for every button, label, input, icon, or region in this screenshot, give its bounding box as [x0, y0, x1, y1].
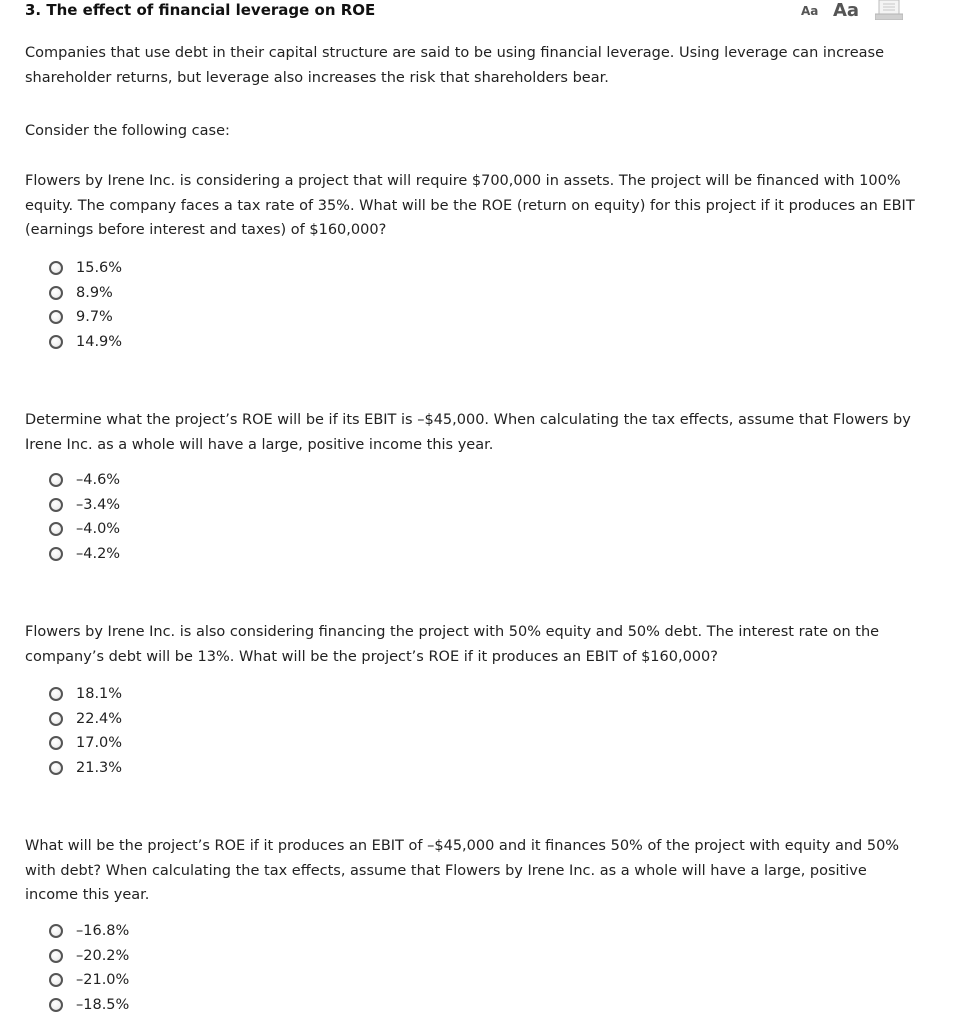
intro-paragraph: Companies that use debt in their capital structure are said to be using financial leverage. Using leverage can increase shareholder returns, but leverage also increases the risk that shareholders bear.: [25, 45, 884, 86]
question-3-text: Flowers by Irene Inc. is also considering financing the project with 50% equity and 50% debt. The interest rate on the company’s debt will be 13%. What will be the project’s ROE if it produces an EBIT of $160,000?: [25, 624, 880, 665]
option-label: 15.6%: [76, 260, 123, 277]
radio-button[interactable]: [49, 736, 63, 750]
option-label: –18.5%: [76, 996, 130, 1013]
question-4-option-a[interactable]: [49, 919, 129, 944]
option-label: 17.0%: [76, 735, 123, 752]
question-1-text: Flowers by Irene Inc. is considering a project that will require $700,000 in assets. The project will be financed with 100% equity. The company faces a tax rate of 35%. What will be the ROE (return on equity) for this project if it produces an EBIT (earnings before interest and taxes) of $160,000?: [25, 173, 915, 238]
option-label: 8.9%: [76, 284, 113, 301]
option-label: –4.6%: [76, 472, 121, 489]
question-3-option-b[interactable]: [49, 707, 122, 732]
question-4-option-d[interactable]: [49, 993, 129, 1018]
radio-button[interactable]: [49, 522, 63, 536]
question-2-option-d[interactable]: [49, 542, 120, 567]
radio-button[interactable]: [49, 473, 63, 487]
radio-button[interactable]: [49, 761, 63, 775]
question-2-option-c[interactable]: [49, 517, 120, 542]
radio-button[interactable]: [49, 310, 63, 324]
radio-button[interactable]: [49, 949, 63, 963]
page-header: [0, 0, 977, 24]
radio-button[interactable]: [49, 924, 63, 938]
question-4-options: [49, 919, 129, 1017]
question-3-option-c[interactable]: [49, 731, 122, 756]
question-4-option-b[interactable]: [49, 944, 129, 969]
option-label: –16.8%: [76, 923, 130, 940]
question-2-option-b[interactable]: [49, 493, 120, 518]
option-label: –20.2%: [76, 947, 130, 964]
radio-button[interactable]: [49, 261, 63, 275]
radio-button[interactable]: [49, 998, 63, 1012]
consider-case-text: Consider the following case:: [25, 123, 230, 139]
radio-button[interactable]: [49, 547, 63, 561]
option-label: 9.7%: [76, 309, 113, 326]
option-label: 18.1%: [76, 686, 123, 703]
printer-icon[interactable]: [875, 0, 903, 20]
question-1-options: [49, 256, 122, 354]
question-1-option-b[interactable]: [49, 281, 122, 306]
question-3-options: [49, 682, 122, 780]
question-2-text: Determine what the project’s ROE will be if its EBIT is –$45,000. When calculating the tax effects, assume that Flowers by Irene Inc. as a whole will have a large, positive income this year.: [25, 412, 911, 453]
question-3-option-a[interactable]: [49, 682, 122, 707]
option-label: –4.0%: [76, 521, 121, 538]
question-3-option-d[interactable]: [49, 756, 122, 781]
option-label: –21.0%: [76, 972, 130, 989]
option-label: 14.9%: [76, 333, 123, 350]
radio-button[interactable]: [49, 687, 63, 701]
question-1-option-a[interactable]: [49, 256, 122, 281]
question-2-option-a[interactable]: [49, 468, 120, 493]
decrease-font-size-button[interactable]: Aa: [801, 4, 819, 18]
question-1-option-c[interactable]: [49, 305, 122, 330]
radio-button[interactable]: [49, 973, 63, 987]
radio-button[interactable]: [49, 712, 63, 726]
question-2-options: [49, 468, 120, 566]
radio-button[interactable]: [49, 286, 63, 300]
question-4-option-c[interactable]: [49, 968, 129, 993]
question-4-text: What will be the project’s ROE if it produces an EBIT of –$45,000 and it finances 50% of the project with equity and 50% with debt? When calculating the tax effects, assume that Flowers by Irene Inc. as a whole will have a large, positive income this year.: [25, 838, 900, 903]
option-label: –4.2%: [76, 545, 121, 562]
radio-button[interactable]: [49, 335, 63, 349]
option-label: –3.4%: [76, 496, 121, 513]
question-1-option-d[interactable]: [49, 330, 122, 355]
radio-button[interactable]: [49, 498, 63, 512]
increase-font-size-button[interactable]: Aa: [833, 0, 860, 21]
page-title: 3. The effect of financial leverage on ROE: [25, 1, 376, 19]
option-label: 21.3%: [76, 759, 123, 776]
option-label: 22.4%: [76, 710, 123, 727]
